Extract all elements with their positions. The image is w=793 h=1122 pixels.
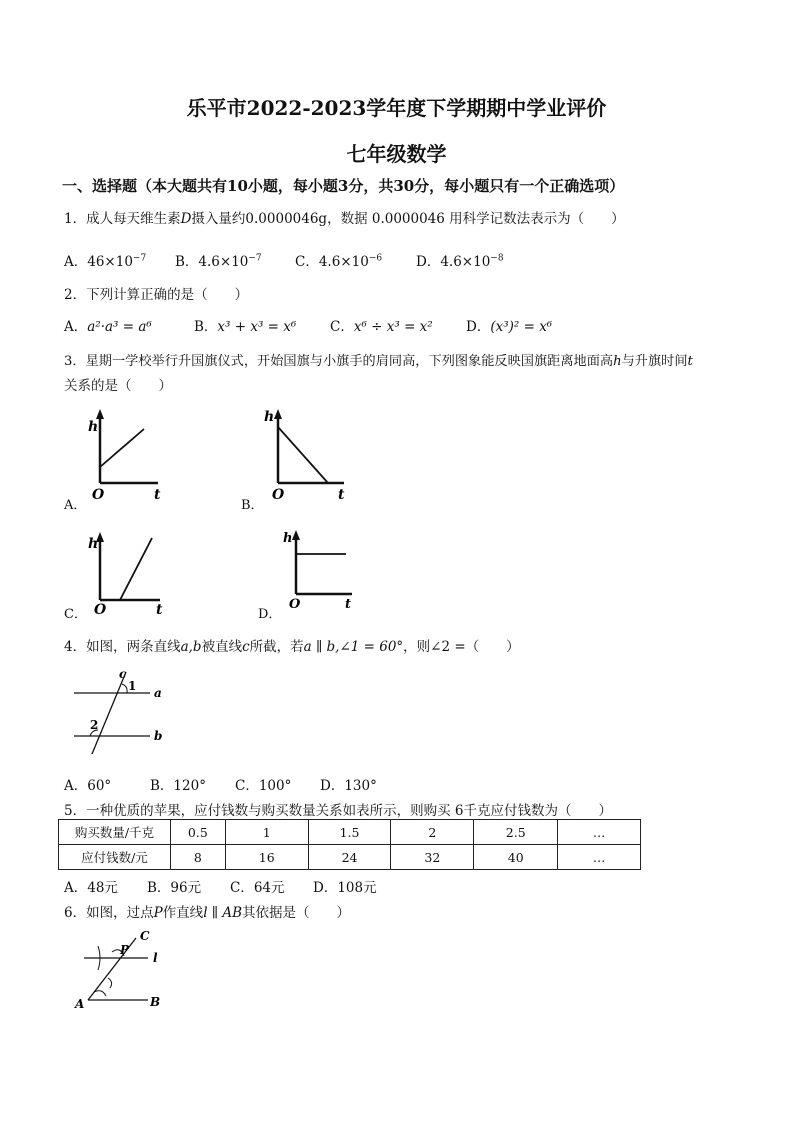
question-text: 其依据是（ ） [242, 905, 350, 921]
graph-line [278, 427, 328, 483]
y-axis-arrow [274, 409, 282, 419]
table-cell: … [558, 845, 641, 870]
origin-label: O [92, 487, 105, 500]
option-a[interactable] [64, 250, 146, 270]
math-condition: a ∥ b,∠1 = 60° [303, 639, 404, 655]
option-value: 48元 [87, 880, 118, 896]
option-value: 46×10 [87, 254, 133, 270]
option-label: A． [64, 319, 88, 335]
option-value: 60° [87, 778, 112, 794]
option-label: A． [64, 778, 88, 794]
option-value: 64元 [253, 880, 285, 896]
option-label: D． [313, 880, 338, 896]
label-A: A [75, 997, 85, 1011]
option-label: A． [64, 254, 88, 270]
question-number: 6． [64, 905, 87, 921]
option-value: (x³)² = x⁶ [490, 319, 553, 335]
option-label: C． [235, 778, 259, 794]
label-P: P [120, 943, 130, 957]
table-cell: 8 [170, 845, 225, 870]
question-6 [64, 901, 350, 921]
option-label: B． [194, 319, 218, 335]
question-text: 如图，两条直线 [86, 639, 181, 655]
question-4 [64, 635, 520, 655]
question-number: 1． [64, 211, 87, 227]
table-cell: 2 [391, 820, 474, 845]
graph-line [120, 538, 152, 600]
exam-title: 乐平市2022-2023学年度下学期期中学业评价 [186, 96, 607, 120]
option-b[interactable] [175, 250, 262, 270]
label-l: l [153, 951, 158, 965]
arc-a [94, 991, 106, 996]
table-header-cell: 应付钱数/元 [59, 845, 171, 870]
option-label: D． [466, 319, 491, 335]
table-cell: 32 [391, 845, 474, 870]
label-B: B [150, 995, 161, 1009]
option-value: 4.6×10 [198, 254, 249, 270]
option-value: a²·a³ = a⁶ [87, 319, 152, 335]
question-text: 被直线 [201, 639, 243, 655]
question-2 [64, 283, 248, 303]
question-number: 4． [64, 639, 87, 655]
label-angle-1: 1 [128, 679, 137, 693]
label-c: c [119, 667, 127, 681]
question-number: 5． [64, 803, 87, 819]
math-variable: t [687, 354, 693, 369]
question-5 [64, 799, 612, 819]
option-d[interactable]: D． [258, 607, 282, 622]
option-value: 96元 [170, 880, 202, 896]
table-cell: 24 [308, 845, 391, 870]
option-d[interactable] [313, 876, 377, 896]
line-c [92, 672, 126, 754]
label-C: C [140, 929, 150, 943]
origin-label: O [272, 487, 285, 500]
arc-mark [108, 978, 112, 988]
label-b: b [154, 729, 163, 743]
option-exponent: −7 [132, 253, 147, 264]
section-heading: 一、选择题（本大题共有10小题，每小题3分，共30分，每小题只有一个正确选项） [62, 177, 625, 195]
question-text: 摄入量约0.0000046g，数据 0.0000046 用科学记数法表示为（ ） [191, 211, 625, 227]
option-c[interactable] [295, 250, 382, 270]
option-b[interactable] [147, 876, 201, 896]
graph-c [80, 528, 175, 618]
graph-b [258, 405, 358, 500]
option-label: A． [64, 880, 88, 896]
option-label: D． [320, 778, 345, 794]
t-label: t [345, 597, 352, 612]
table-cell: 1.5 [308, 820, 391, 845]
option-label: B． [147, 880, 171, 896]
option-label: C． [230, 880, 254, 896]
option-label: D． [416, 254, 441, 270]
option-a[interactable]: A． [64, 498, 87, 513]
option-value: 4.6×10 [440, 254, 491, 270]
math-variable: P [153, 905, 163, 921]
question-number: 3． [64, 354, 86, 369]
h-label: h [88, 419, 99, 435]
table-cell: 2.5 [474, 820, 558, 845]
question-text: 星期一学校举行升国旗仪式，开始国旗与小旗手的肩同高，下列图象能反映国旗距离地面高 [85, 354, 614, 369]
math-variable: h [613, 354, 622, 369]
option-value: x⁶ ÷ x³ = x² [353, 319, 433, 335]
construction-figure [72, 926, 172, 1014]
option-c[interactable] [235, 774, 291, 794]
table-row [59, 845, 641, 870]
h-label: h [264, 409, 275, 425]
option-a[interactable] [64, 774, 111, 794]
option-value: 130° [344, 778, 377, 794]
question-text: ，则∠2 =（ ） [403, 639, 520, 655]
question-text: 一种优质的苹果，应付钱数与购买数量关系如表所示，则购买 6千克应付钱数为（ ） [86, 803, 612, 819]
option-value: 120° [173, 778, 206, 794]
option-a[interactable] [64, 876, 118, 896]
question-text: 成人每天维生素 [86, 211, 181, 227]
t-label: t [338, 487, 345, 500]
table-header-cell: 购买数量/千克 [59, 820, 171, 845]
math-condition: l ∥ AB [203, 905, 242, 921]
t-label: t [156, 602, 163, 618]
angle-1-arc [122, 684, 127, 693]
question-text: 如图，过点 [86, 905, 154, 921]
math-variable: a,b [180, 639, 202, 655]
option-c[interactable]: C． [64, 607, 87, 622]
option-b[interactable] [194, 315, 296, 335]
graph-line [100, 429, 144, 467]
option-exponent: −7 [248, 253, 262, 264]
table-cell: 40 [474, 845, 558, 870]
option-value: 100° [258, 778, 292, 794]
option-a[interactable] [64, 315, 152, 335]
option-label: B． [150, 778, 174, 794]
option-value: 108元 [337, 880, 377, 896]
question-1 [64, 207, 625, 227]
origin-label: O [289, 597, 301, 612]
t-label: t [154, 487, 161, 500]
table-row [59, 820, 641, 845]
exam-subtitle: 七年级数学 [346, 142, 447, 166]
question-3-line2: 关系的是（ ） [64, 378, 172, 394]
question-text: 下列计算正确的是（ ） [86, 287, 249, 303]
option-d[interactable] [416, 250, 504, 270]
option-label: C． [330, 319, 354, 335]
graph-d [280, 528, 365, 613]
option-value: 4.6×10 [318, 254, 369, 270]
table-cell: … [558, 820, 641, 845]
question-text: 作直线 [162, 905, 204, 921]
question-text: 与升旗时间 [621, 354, 688, 369]
y-axis-arrow [292, 530, 300, 540]
h-label: h [88, 536, 99, 552]
table-cell: 1 [225, 820, 308, 845]
option-label: C． [295, 254, 319, 270]
price-table [58, 819, 641, 870]
question-text: 所截，若 [249, 639, 304, 655]
graph-a [80, 405, 170, 500]
option-c[interactable] [230, 876, 285, 896]
option-label: B． [175, 254, 199, 270]
option-c[interactable] [330, 315, 433, 335]
question-number: 2． [64, 287, 87, 303]
table-cell: 0.5 [170, 820, 225, 845]
option-exponent: −8 [490, 253, 504, 264]
question-3 [64, 350, 693, 369]
option-d[interactable] [320, 774, 377, 794]
math-variable: c [242, 639, 250, 655]
h-label: h [283, 531, 293, 546]
label-angle-2: 2 [90, 718, 99, 732]
parallel-lines-figure [68, 666, 178, 758]
option-d[interactable] [466, 315, 552, 335]
option-b[interactable] [150, 774, 206, 794]
option-b[interactable]: B． [241, 498, 264, 513]
y-axis-arrow [96, 409, 104, 419]
option-exponent: −6 [368, 253, 383, 264]
option-value: x³ + x³ = x⁶ [217, 319, 297, 335]
origin-label: O [94, 602, 107, 618]
math-variable: D [180, 211, 192, 227]
label-a: a [154, 686, 162, 700]
table-cell: 16 [225, 845, 308, 870]
